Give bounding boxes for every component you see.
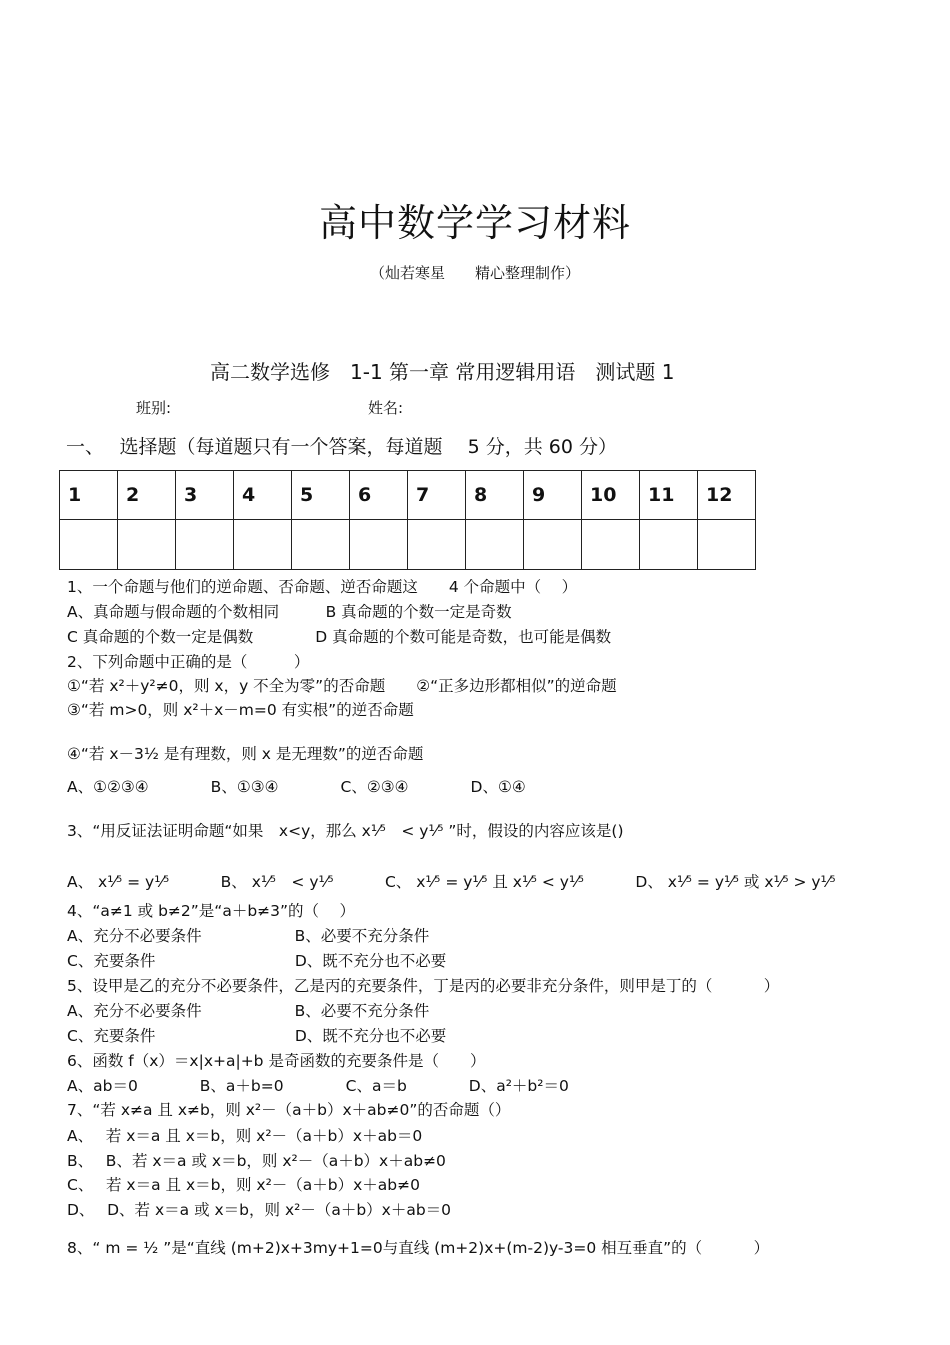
question-8: 8、“ m = ½ ”是“直线 (m+2)x+3my+1=0与直线 (m+2)x+(m-2)y-3=0 相互垂直”的（ ）: [67, 1239, 770, 1257]
question-1-options-cd: C 真命题的个数一定是偶数 D 真命题的个数可能是奇数，也可能是偶数: [67, 628, 612, 646]
answer-number: 2: [118, 471, 176, 520]
answer-cell: [466, 520, 524, 570]
answer-cell: [408, 520, 466, 570]
question-5-options-ab: A、充分不必要条件 B、必要不充分条件: [67, 1002, 430, 1020]
answer-cell: [640, 520, 698, 570]
class-label: 班别:: [136, 399, 172, 417]
section-heading: 一、 选择题（每道题只有一个答案，每道题 5 分，共 60 分）: [66, 436, 617, 458]
answer-number: 6: [350, 471, 408, 520]
answer-table: [59, 470, 756, 570]
answer-number: 10: [582, 471, 640, 520]
page-title: 高中数学学习材料: [318, 201, 631, 245]
answer-cell: [698, 520, 756, 570]
question-7-option-d: D、 D、若 x＝a 或 x＝b，则 x²－（a＋b）x＋ab＝0: [67, 1201, 452, 1219]
answer-cell: [524, 520, 582, 570]
question-5-options-cd: C、充要条件 D、既不充分也不必要: [67, 1027, 447, 1045]
question-1: 1、一个命题与他们的逆命题、否命题、逆否命题这 4 个命题中（ ）: [67, 578, 578, 596]
question-7-option-b: B、 B、若 x＝a 或 x＝b，则 x²－（a＋b）x＋ab≠0: [67, 1152, 446, 1170]
question-2-options: A、①②③④ B、①③④ C、②③④ D、①④: [67, 778, 526, 796]
answer-cell: [118, 520, 176, 570]
question-7-option-a: A、 若 x＝a 且 x＝b，则 x²－（a＋b）x＋ab＝0: [67, 1127, 423, 1145]
answer-cell: [582, 520, 640, 570]
question-7-option-c: C、 若 x＝a 且 x＝b，则 x²－（a＋b）x＋ab≠0: [67, 1176, 420, 1194]
question-6: 6、函数 f（x）＝x|x+a|+b 是奇函数的充要条件是（ ）: [67, 1052, 486, 1070]
question-5: 5、设甲是乙的充分不必要条件，乙是丙的充要条件，丁是丙的必要非充分条件，则甲是丁的（ ）: [67, 977, 780, 995]
answer-number: 12: [698, 471, 756, 520]
answer-blank-row: [60, 520, 756, 570]
answer-cell: [234, 520, 292, 570]
answer-cell: [350, 520, 408, 570]
answer-number: 4: [234, 471, 292, 520]
answer-number: 3: [176, 471, 234, 520]
answer-number: 8: [466, 471, 524, 520]
test-heading: 高二数学选修 1-1 第一章 常用逻辑用语 测试题 1: [210, 360, 675, 384]
answer-number: 1: [60, 471, 118, 520]
question-2-statement-3: ③“若 m>0，则 x²＋x－m=0 有实根”的逆否命题: [67, 701, 414, 719]
question-3: 3、“用反证法证明命题“如果 x<y，那么 x¹⁄⁵ < y¹⁄⁵ ”时，假设的内容应该是(): [67, 822, 624, 840]
answer-number-row: [60, 471, 756, 520]
answer-number: 7: [408, 471, 466, 520]
answer-number: 5: [292, 471, 350, 520]
page-subtitle: （灿若寒星 精心整理制作）: [369, 264, 580, 282]
question-2-statement-4: ④“若 x－3½ 是有理数，则 x 是无理数”的逆否命题: [67, 745, 424, 763]
question-2: 2、下列命题中正确的是（ ）: [67, 653, 310, 671]
question-3-options: A、 x¹⁄⁵ = y¹⁄⁵ B、 x¹⁄⁵ < y¹⁄⁵ C、 x¹⁄⁵ = y¹⁄⁵ 且 x¹⁄⁵ < y¹⁄⁵ D、 x¹⁄⁵ = y¹⁄⁵ 或 x¹⁄⁵ > y¹⁄⁵: [67, 873, 836, 891]
question-4-options-cd: C、充要条件 D、既不充分也不必要: [67, 952, 447, 970]
question-1-options-ab: A、真命题与假命题的个数相同 B 真命题的个数一定是奇数: [67, 603, 512, 621]
question-2-statement-1-2: ①“若 x²＋y²≠0，则 x，y 不全为零”的否命题 ②“正多边形都相似”的逆命题: [67, 677, 617, 695]
answer-cell: [176, 520, 234, 570]
question-7: 7、“若 x≠a 且 x≠b，则 x²－（a＋b）x＋ab≠0”的否命题（）: [67, 1101, 511, 1119]
answer-number: 11: [640, 471, 698, 520]
name-label: 姓名:: [368, 399, 404, 417]
question-4-options-ab: A、充分不必要条件 B、必要不充分条件: [67, 927, 430, 945]
question-6-options: A、ab＝0 B、a＋b=0 C、a＝b D、a²＋b²＝0: [67, 1077, 569, 1095]
answer-cell: [60, 520, 118, 570]
answer-number: 9: [524, 471, 582, 520]
answer-cell: [292, 520, 350, 570]
question-4: 4、“a≠1 或 b≠2”是“a＋b≠3”的（ ）: [67, 902, 355, 920]
